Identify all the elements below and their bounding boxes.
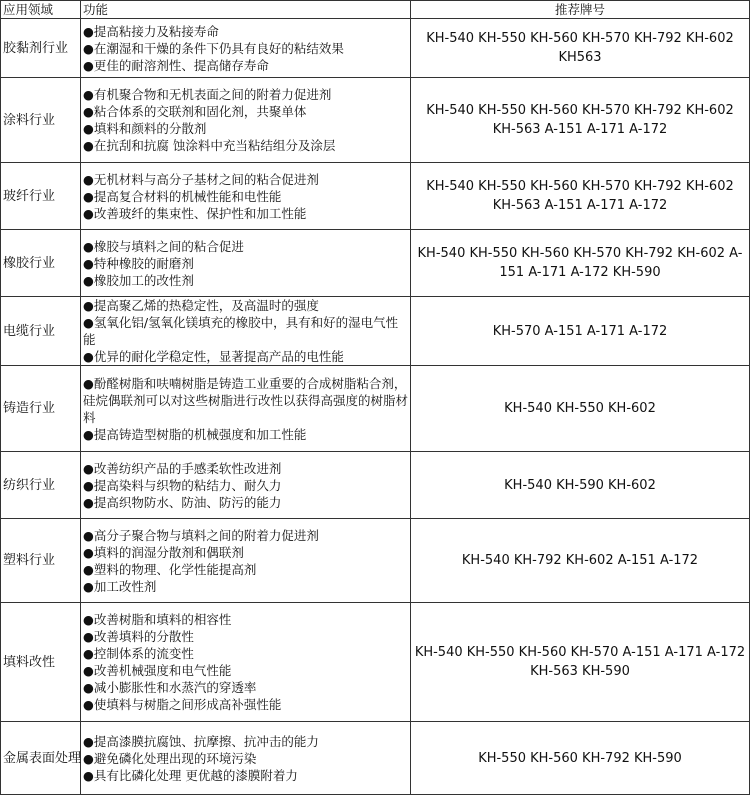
function-item: ●在抗刮和抗腐 蚀涂料中充当粘结组分及涂层	[83, 138, 336, 153]
function-cell	[81, 230, 411, 297]
application-domain-cell: 胶黏剂行业	[1, 19, 81, 78]
function-item: ●改善玻纤的集束性、保护性和加工性能	[83, 205, 307, 221]
function-item: ●提高粘接力及粘接寿命	[83, 23, 219, 39]
function-item: ●粘合体系的交联剂和固化剂，共聚单体	[83, 104, 307, 119]
function-cell	[81, 722, 411, 795]
application-domain-cell: 铸造行业	[1, 366, 81, 452]
table-header-row	[1, 1, 750, 19]
function-item: ●酚醛树脂和呋喃树脂是铸造工业重要的合成树脂粘合剂，硅烷偶联剂可以对这些树脂进行改性以获得高强度的树脂材料	[83, 375, 409, 425]
function-item: ●使填料与树脂之间形成高补强性能	[83, 697, 282, 712]
application-domain-cell: 纺织行业	[1, 452, 81, 519]
function-item: ●减小膨胀性和水蒸汽的穿透率	[83, 680, 257, 695]
header-function: 功能	[81, 1, 411, 19]
recommended-brand-cell: KH-540 KH-792 KH-602 A-151 A-172	[411, 519, 750, 603]
table-row	[1, 19, 750, 78]
table-row	[1, 519, 750, 603]
table-row	[1, 452, 750, 519]
application-domain-cell: 塑料行业	[1, 519, 81, 603]
recommended-brand-cell: KH-540 KH-550 KH-602	[411, 366, 750, 452]
function-item: ●改善树脂和填料的相容性	[83, 612, 232, 627]
function-cell	[81, 603, 411, 722]
function-item: ●加工改性剂	[83, 578, 157, 594]
recommended-brand-cell: KH-540 KH-550 KH-560 KH-570 A-151 A-171 A-172 KH-563 KH-590	[411, 603, 750, 722]
recommended-brand-cell: KH-540 KH-550 KH-560 KH-570 KH-792 KH-602 KH563	[411, 19, 750, 78]
table-row	[1, 722, 750, 795]
function-cell	[81, 519, 411, 603]
function-item: ●氢氧化铝/氢氧化镁填充的橡胶中，具有和好的湿电气性能	[83, 315, 399, 347]
function-item: ●改善填料的分散性	[83, 629, 194, 644]
function-item: ●提高铸造型树脂的机械强度和加工性能	[83, 426, 307, 442]
function-item: ●高分子聚合物与填料之间的附着力促进剂	[83, 527, 319, 543]
application-domain-cell: 涂料行业	[1, 78, 81, 163]
function-item: ●更佳的耐溶剂性、提高储存寿命	[83, 57, 269, 73]
table-row	[1, 297, 750, 366]
function-cell	[81, 163, 411, 230]
header-brand: 推荐牌号	[411, 1, 750, 19]
function-item: ●优异的耐化学稳定性，显著提高产品的电性能	[83, 349, 344, 364]
header-domain: 应用领域	[1, 1, 81, 19]
function-item: ●避免磷化处理出现的环境污染	[83, 750, 257, 766]
function-item: ●特种橡胶的耐磨剂	[83, 255, 194, 271]
function-cell	[81, 297, 411, 366]
function-item: ●提高聚乙烯的热稳定性，及高温时的强度	[83, 298, 319, 313]
function-item: ●填料的润湿分散剂和偶联剂	[83, 544, 244, 560]
table-row	[1, 230, 750, 297]
application-domain-cell: 橡胶行业	[1, 230, 81, 297]
function-item: ●控制体系的流变性	[83, 646, 194, 661]
recommended-brand-cell: KH-540 KH-590 KH-602	[411, 452, 750, 519]
function-cell	[81, 19, 411, 78]
function-item: ●改善机械强度和电气性能	[83, 663, 232, 678]
application-domain-cell: 电缆行业	[1, 297, 81, 366]
function-item: ●改善纺织产品的手感柔软性改进剂	[83, 460, 282, 476]
function-item: ●提高复合材料的机械性能和电性能	[83, 188, 282, 204]
application-domain-cell: 玻纤行业	[1, 163, 81, 230]
function-item: ●橡胶加工的改性剂	[83, 272, 194, 288]
function-cell	[81, 366, 411, 452]
function-item: ●填料和颜料的分散剂	[83, 121, 207, 136]
function-item: ●有机聚合物和无机表面之间的附着力促进剂	[83, 87, 332, 102]
function-item: ●无机材料与高分子基材之间的粘合促进剂	[83, 171, 319, 187]
table-row	[1, 603, 750, 722]
table-row	[1, 163, 750, 230]
application-domain-cell: 金属表面处理	[1, 722, 81, 795]
table-row	[1, 366, 750, 452]
table-body	[1, 19, 750, 795]
function-item: ●在潮湿和干燥的条件下仍具有良好的粘结效果	[83, 40, 344, 56]
function-item: ●提高染料与织物的粘结力、耐久力	[83, 477, 282, 493]
function-item: ●塑料的物理、化学性能提高剂	[83, 561, 257, 577]
function-cell	[81, 78, 411, 163]
recommended-brand-cell: KH-540 KH-550 KH-560 KH-570 KH-792 KH-602 KH-563 A-151 A-171 A-172	[411, 163, 750, 230]
recommended-brand-cell: KH-550 KH-560 KH-792 KH-590	[411, 722, 750, 795]
recommended-brand-cell: KH-540 KH-550 KH-560 KH-570 KH-792 KH-602 KH-563 A-151 A-171 A-172	[411, 78, 750, 163]
function-item: ●橡胶与填料之间的粘合促进	[83, 238, 244, 254]
table-row	[1, 78, 750, 163]
recommended-brand-cell: KH-540 KH-550 KH-560 KH-570 KH-792 KH-602 A-151 A-171 A-172 KH-590	[411, 230, 750, 297]
function-item: ●具有比磷化处理 更优越的漆膜附着力	[83, 767, 298, 783]
function-item: ●提高织物防水、防油、防污的能力	[83, 494, 282, 510]
function-item: ●提高漆膜抗腐蚀、抗摩擦、抗冲击的能力	[83, 733, 319, 749]
function-cell	[81, 452, 411, 519]
recommended-brand-cell: KH-570 A-151 A-171 A-172	[411, 297, 750, 366]
application-domain-cell: 填料改性	[1, 603, 81, 722]
